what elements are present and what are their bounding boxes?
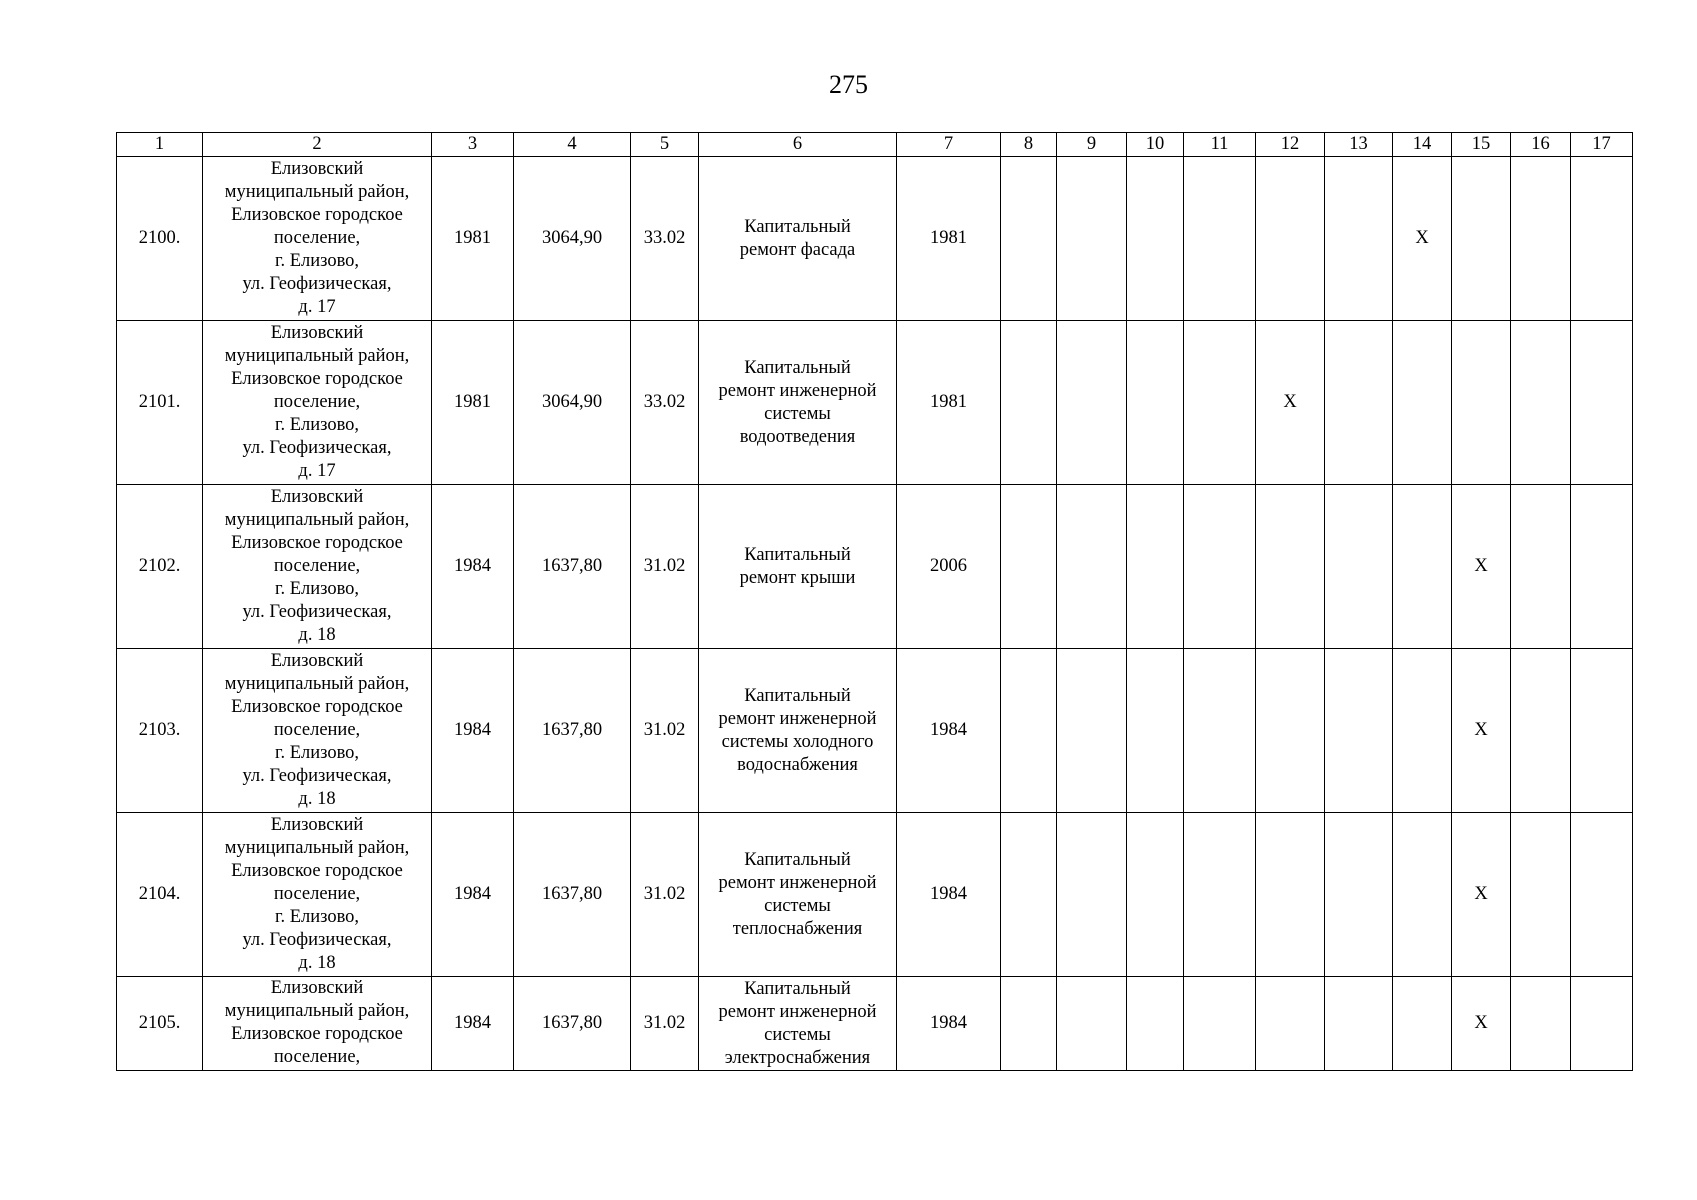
address-line: д. 18 [298,625,336,645]
empty-column-9 [1057,649,1127,813]
empty-column-17 [1571,649,1633,813]
empty-column-17 [1571,813,1633,977]
empty-column-9 [1057,157,1127,321]
address-line: г. Елизово, [274,907,360,927]
empty-column-9 [1057,977,1127,1071]
year-built: 1981 [432,157,514,321]
address-line: г. Елизово, [274,415,360,435]
empty-column-13 [1325,649,1393,813]
empty-column-10 [1127,649,1184,813]
address-line: поселение, [273,228,361,248]
address-cell [203,485,432,649]
address-line: муниципальный район, [224,346,410,366]
empty-column-11 [1184,157,1256,321]
register-table [116,132,1633,1071]
column-number-17: 17 [1571,133,1633,157]
address-line: Елизовское городское [231,205,403,225]
work-type-cell [699,485,897,649]
empty-column-12 [1256,485,1325,649]
work-type-cell [699,649,897,813]
address-line: муниципальный район, [224,674,410,694]
type-code: 31.02 [631,485,699,649]
empty-column-16 [1511,485,1571,649]
empty-column-11 [1184,649,1256,813]
page-number: 275 [829,70,868,99]
address-cell [203,321,432,485]
address-line: Елизовский [270,487,364,507]
work-year: 2006 [897,485,1001,649]
column-number-9: 9 [1057,133,1127,157]
column-number-3: 3 [432,133,514,157]
address-line: поселение, [273,392,361,412]
address-cell [203,649,432,813]
row-number: 2102. [117,485,203,649]
column-number-8: 8 [1001,133,1057,157]
empty-column-13 [1325,977,1393,1071]
empty-column-10 [1127,157,1184,321]
address-line: д. 18 [298,953,336,973]
empty-column-8 [1001,649,1057,813]
address-line: г. Елизово, [274,579,360,599]
column-number-10: 10 [1127,133,1184,157]
empty-column-14 [1393,649,1452,813]
table-body [117,157,1633,1071]
work-year: 1984 [897,813,1001,977]
work-type-line: Капитальный [744,978,851,999]
address-line: г. Елизово, [274,251,360,271]
year-built: 1984 [432,485,514,649]
work-year: 1981 [897,321,1001,485]
address-line: Елизовский [270,815,364,835]
empty-column-13 [1325,813,1393,977]
work-type-line: системы холодного [721,731,874,752]
work-type-cell [699,977,897,1071]
column-number-header [117,133,1633,157]
work-type-line: ремонт инженерной [718,708,877,729]
row-number: 2100. [117,157,203,321]
work-type-line: ремонт инженерной [718,1001,877,1022]
empty-column-9 [1057,321,1127,485]
year-built: 1984 [432,977,514,1071]
table-row [117,157,1633,321]
work-type-line: ремонт инженерной [718,872,877,893]
work-type-line: системы [764,895,831,916]
empty-column-11 [1184,813,1256,977]
empty-column-15 [1452,321,1511,485]
work-type-line: водоснабжения [737,754,858,775]
empty-column-13 [1325,321,1393,485]
row-number: 2104. [117,813,203,977]
column-number-2: 2 [203,133,432,157]
column-number-15: 15 [1452,133,1511,157]
work-year: 1984 [897,977,1001,1071]
row-number: 2101. [117,321,203,485]
work-type-line: электроснабжения [724,1047,871,1068]
type-code: 31.02 [631,977,699,1071]
work-type-line: ремонт крыши [739,567,856,588]
work-type-cell [699,157,897,321]
empty-column-8 [1001,321,1057,485]
empty-column-16 [1511,321,1571,485]
empty-column-8 [1001,977,1057,1071]
empty-column-15 [1452,157,1511,321]
total-area: 1637,80 [514,649,631,813]
table-row [117,485,1633,649]
empty-column-9 [1057,485,1127,649]
address-line: Елизовское городское [231,697,403,717]
empty-column-12 [1256,813,1325,977]
address-cell [203,977,432,1071]
column-number-14: 14 [1393,133,1452,157]
empty-column-16 [1511,649,1571,813]
address-line: Елизовское городское [231,369,403,389]
address-line: муниципальный район, [224,1001,410,1021]
total-area: 1637,80 [514,813,631,977]
work-type-line: Капитальный [744,216,851,237]
empty-column-14 [1393,321,1452,485]
empty-column-16 [1511,977,1571,1071]
work-type-line: Капитальный [744,685,851,706]
empty-column-8 [1001,485,1057,649]
mark-column-15: Х [1452,485,1511,649]
empty-column-17 [1571,977,1633,1071]
address-line: ул. Геофизическая, [242,602,392,622]
column-number-13: 13 [1325,133,1393,157]
total-area: 3064,90 [514,157,631,321]
empty-column-17 [1571,321,1633,485]
empty-column-10 [1127,813,1184,977]
empty-column-8 [1001,813,1057,977]
address-line: Елизовское городское [231,1024,403,1044]
address-line: муниципальный район, [224,182,410,202]
column-number-6: 6 [699,133,897,157]
empty-column-16 [1511,157,1571,321]
column-number-12: 12 [1256,133,1325,157]
column-number-16: 16 [1511,133,1571,157]
table-row [117,321,1633,485]
address-line: поселение, [273,720,361,740]
table-row [117,813,1633,977]
empty-column-16 [1511,813,1571,977]
header-row [117,133,1633,157]
address-line: ул. Геофизическая, [242,438,392,458]
address-line: Елизовский [270,978,364,998]
address-line: Елизовский [270,323,364,343]
empty-column-12 [1256,977,1325,1071]
empty-column-9 [1057,813,1127,977]
address-line: муниципальный район, [224,510,410,530]
year-built: 1984 [432,813,514,977]
mark-column-12: Х [1256,321,1325,485]
total-area: 1637,80 [514,977,631,1071]
address-line: поселение, [273,1047,361,1067]
empty-column-11 [1184,977,1256,1071]
empty-column-11 [1184,321,1256,485]
address-line: поселение, [273,884,361,904]
type-code: 31.02 [631,813,699,977]
work-type-line: Капитальный [744,544,851,565]
table-row [117,977,1633,1071]
address-line: ул. Геофизическая, [242,930,392,950]
row-number: 2105. [117,977,203,1071]
work-type-line: Капитальный [744,849,851,870]
empty-column-17 [1571,485,1633,649]
total-area: 3064,90 [514,321,631,485]
work-year: 1984 [897,649,1001,813]
mark-column-15: Х [1452,813,1511,977]
address-line: д. 17 [298,297,336,317]
empty-column-8 [1001,157,1057,321]
empty-column-11 [1184,485,1256,649]
type-code: 33.02 [631,157,699,321]
year-built: 1984 [432,649,514,813]
empty-column-10 [1127,321,1184,485]
type-code: 31.02 [631,649,699,813]
empty-column-14 [1393,485,1452,649]
work-type-line: теплоснабжения [732,918,863,939]
work-type-cell [699,321,897,485]
mark-column-15: Х [1452,977,1511,1071]
year-built: 1981 [432,321,514,485]
total-area: 1637,80 [514,485,631,649]
mark-column-14: Х [1393,157,1452,321]
empty-column-13 [1325,485,1393,649]
work-type-cell [699,813,897,977]
address-line: поселение, [273,556,361,576]
address-line: д. 17 [298,461,336,481]
work-type-line: водоотведения [739,426,856,447]
work-type-line: Капитальный [744,357,851,378]
column-number-1: 1 [117,133,203,157]
empty-column-17 [1571,157,1633,321]
empty-column-12 [1256,157,1325,321]
address-line: муниципальный район, [224,838,410,858]
empty-column-10 [1127,977,1184,1071]
address-cell [203,813,432,977]
column-number-11: 11 [1184,133,1256,157]
row-number: 2103. [117,649,203,813]
type-code: 33.02 [631,321,699,485]
work-type-line: ремонт фасада [739,239,856,260]
empty-column-13 [1325,157,1393,321]
column-number-4: 4 [514,133,631,157]
address-line: ул. Геофизическая, [242,274,392,294]
work-year: 1981 [897,157,1001,321]
work-type-line: ремонт инженерной [718,380,877,401]
address-line: Елизовский [270,159,364,179]
address-line: ул. Геофизическая, [242,766,392,786]
column-number-7: 7 [897,133,1001,157]
column-number-5: 5 [631,133,699,157]
address-line: г. Елизово, [274,743,360,763]
address-line: Елизовское городское [231,861,403,881]
table-row [117,649,1633,813]
work-type-line: системы [764,403,831,424]
address-line: д. 18 [298,789,336,809]
address-cell [203,157,432,321]
empty-column-10 [1127,485,1184,649]
work-type-line: системы [764,1024,831,1045]
empty-column-14 [1393,813,1452,977]
address-line: Елизовский [270,651,364,671]
mark-column-15: Х [1452,649,1511,813]
empty-column-14 [1393,977,1452,1071]
empty-column-12 [1256,649,1325,813]
address-line: Елизовское городское [231,533,403,553]
